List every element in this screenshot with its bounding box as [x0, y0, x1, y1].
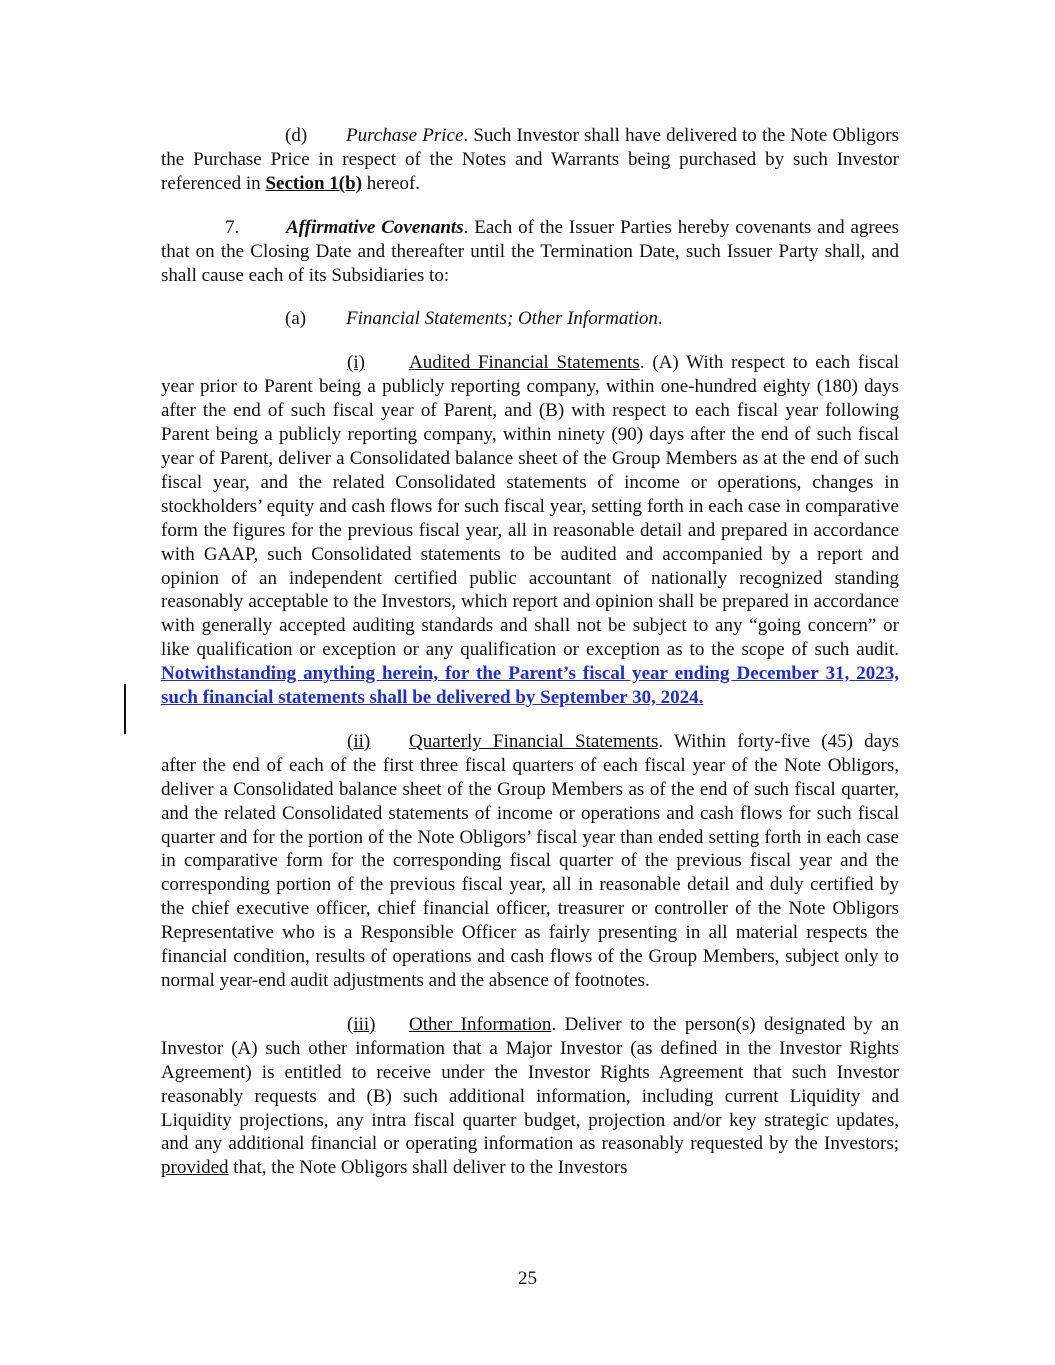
- inserted-revision-text: Notwithstanding anything herein, for the Parent’s fiscal year ending December 31, 2023, such financial statements shall be delivered by September 30, 2024.: [161, 663, 899, 709]
- section-a-title: Financial Statements; Other Information: [346, 308, 658, 330]
- section-ii-title: Quarterly Financial Statements: [409, 730, 659, 752]
- section-iii-paragraph: [161, 1013, 899, 1180]
- section-a-dot: .: [657, 308, 663, 330]
- section-d-text-end: hereof.: [362, 172, 421, 194]
- revision-change-bar: [124, 684, 126, 734]
- section-iii-text-end: that, the Note Obligors shall deliver to the Investors: [228, 1157, 628, 1179]
- section-ii-text: . Within forty-five (45) days after the end of each of the first three fiscal quarters of each fiscal year of the Note Obligors, deliver a Consolidated balance sheet of the Group Members as of the end of such fiscal quarter, and the related Consolidated statements of income or operations and cash flows for such fiscal quarter and for the portion of the Note Obligors’ fiscal year than ended setting forth in each case in comparative form for the corresponding fiscal quarter of the previous fiscal year and the corresponding portion of the previous fiscal year, all in reasonable detail and duly certified by the chief executive officer, chief financial officer, treasurer or controller of the Note Obligors Representative who is a Responsible Officer as fairly presenting in all material respects the financial condition, results of operations and cash flows of the Group Members, subject only to normal year-end audit adjustments and the absence of footnotes.: [161, 730, 899, 991]
- section-iii-number: (iii): [347, 1013, 376, 1035]
- section-ii-paragraph: [161, 730, 899, 993]
- section-a-number: (a): [285, 308, 307, 330]
- section-i-title: Audited Financial Statements: [409, 352, 640, 374]
- section-i-paragraph: [161, 351, 899, 710]
- section-7-text: . Each of the Issuer Parties hereby covenants and agrees that on the Closing Date and thereafter until the Termination Date, such Issuer Party shall, and shall cause each of its Subsidiaries to:: [161, 216, 899, 286]
- section-d-number: (d): [285, 125, 308, 146]
- section-iii-title: Other Information: [409, 1013, 552, 1035]
- provided-term: provided: [161, 1157, 229, 1179]
- section-a-paragraph: [161, 307, 899, 331]
- page-number: 25: [518, 1268, 537, 1289]
- section-d-title: Purchase Price: [346, 125, 464, 146]
- section-i-text: . (A) With respect to each fiscal year prior to Parent being a publicly reporting company, within one-hundred eighty (180) days after the end of such fiscal year of Parent, and (B) with respect to each fiscal year following Parent being a publicly reporting company, within ninety (90) days after the end of such fiscal year of Parent, deliver a Consolidated balance sheet of the Group Members as at the end of such fiscal year, and the related Consolidated statements of income or operations, changes in stockholders’ equity and cash flows for such fiscal year, setting forth in each case in comparative form the figures for the previous fiscal year, all in reasonable detail and prepared in accordance with GAAP, such Consolidated statements to be audited and accompanied by a report and opinion of an independent certified public accountant of nationally recognized standing reasonably acceptable to the Investors, which report and opinion shall be prepared in accordance with generally accepted auditing standards and shall not be subject to any “going concern” or like qualification or exception or any qualification or exception as to the scope of such audit.: [161, 352, 899, 661]
- section-7-paragraph: [161, 216, 899, 288]
- section-d-text: . Such Investor shall have delivered to the Note Obligors the Purchase Price in respect of the Notes and Warrants being purchased by such Investor referenced in: [161, 125, 900, 194]
- section-7-title: Affirmative Covenants: [286, 216, 464, 238]
- section-ii-number: (ii): [347, 730, 371, 752]
- section-1b-reference[interactable]: Section 1(b): [265, 172, 363, 194]
- section-7-number: 7.: [225, 216, 240, 238]
- section-d-paragraph: [161, 124, 899, 196]
- section-i-number: (i): [347, 352, 365, 374]
- document-page: [161, 124, 899, 1200]
- section-iii-text: . Deliver to the person(s) designated by an Investor (A) such other information that a Major Investor (as defined in the Investor Rights Agreement) is entitled to receive under the Investor Rights Agreement that such Investor reasonably requests and (B) such additional information, including current Liquidity and Liquidity projections, any intra fiscal quarter budget, projection and/or key strategic updates, and any additional financial or operating information as reasonably requested by the Investors;: [161, 1013, 899, 1155]
